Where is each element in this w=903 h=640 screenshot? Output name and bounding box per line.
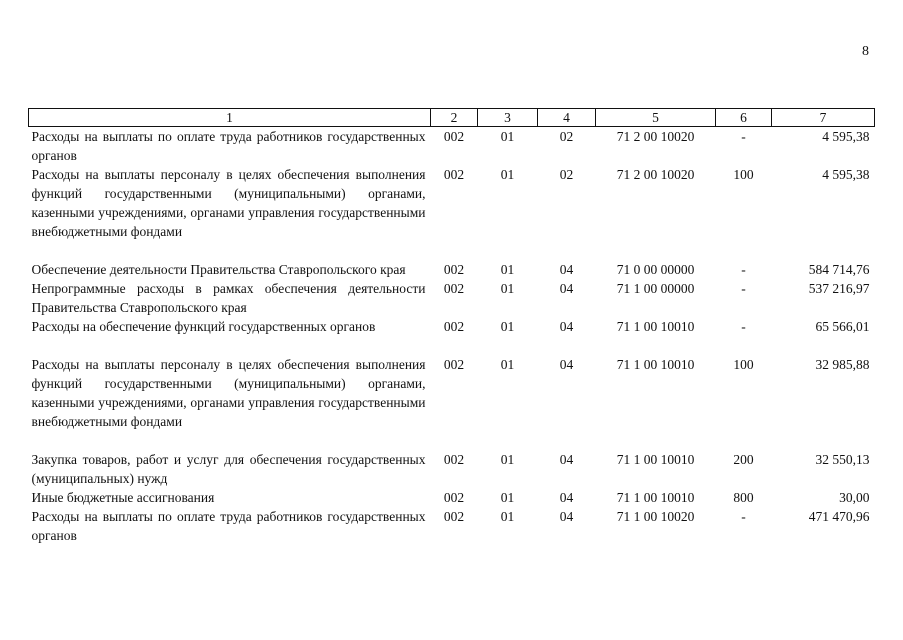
row-pr: 04	[559, 262, 574, 277]
row-rz: 01	[500, 129, 515, 144]
table-row	[29, 317, 875, 355]
header-col-1: 1	[29, 109, 431, 127]
row-rz: 01	[500, 262, 515, 277]
table-row	[29, 165, 875, 260]
row-name: Непрограммные расходы в рамках обеспечения деятельности Правительства Ставропольского края	[31, 281, 426, 315]
row-ved: 002	[443, 452, 465, 467]
row-ved: 002	[443, 357, 465, 372]
row-amount: 65 566,01	[815, 319, 870, 334]
table-row	[29, 260, 875, 279]
row-vr: -	[741, 509, 746, 524]
row-pr: 02	[559, 167, 574, 182]
row-rz: 01	[500, 490, 515, 505]
row-vr: 200	[733, 452, 754, 467]
row-csr: 71 2 00 10020	[616, 129, 695, 144]
row-vr: -	[741, 262, 746, 277]
header-col-2: 2	[431, 109, 478, 127]
row-pr: 04	[559, 319, 574, 334]
row-vr: -	[741, 281, 746, 296]
row-csr: 71 1 00 10020	[616, 509, 695, 524]
budget-table	[28, 108, 875, 545]
row-name: Расходы на выплаты персоналу в целях обеспечения выполнения функций государственными (муниципальными) органами, казенными учреждениями, органами управления государственными внебюджетными фондами	[31, 167, 426, 239]
row-csr: 71 2 00 10020	[616, 167, 695, 182]
row-ved: 002	[443, 509, 465, 524]
row-name: Расходы на выплаты персоналу в целях обеспечения выполнения функций государственными (муниципальными) органами, казенными учреждениями, органами управления государственными внебюджетными фондами	[31, 357, 426, 429]
header-col-4: 4	[538, 109, 596, 127]
row-vr: 100	[733, 357, 754, 372]
row-name: Иные бюджетные ассигнования	[31, 490, 215, 505]
row-vr: 800	[733, 490, 754, 505]
row-pr: 04	[559, 490, 574, 505]
row-rz: 01	[500, 167, 515, 182]
table-row	[29, 127, 875, 166]
row-csr: 71 0 00 00000	[616, 262, 695, 277]
table-row	[29, 507, 875, 545]
row-amount: 4 595,38	[822, 167, 870, 182]
row-vr: 100	[733, 167, 754, 182]
row-pr: 02	[559, 129, 574, 144]
page-number: 8	[862, 44, 869, 59]
row-rz: 01	[500, 281, 515, 296]
row-ved: 002	[443, 281, 465, 296]
row-ved: 002	[443, 319, 465, 334]
row-rz: 01	[500, 452, 515, 467]
row-name: Закупка товаров, работ и услуг для обеспечения государственных (муниципальных) нужд	[31, 452, 426, 486]
row-csr: 71 1 00 00000	[616, 281, 695, 296]
row-name: Расходы на выплаты по оплате труда работников государственных органов	[31, 509, 426, 543]
header-col-6: 6	[716, 109, 772, 127]
row-rz: 01	[500, 319, 515, 334]
row-pr: 04	[559, 509, 574, 524]
header-col-7: 7	[772, 109, 875, 127]
row-pr: 04	[559, 452, 574, 467]
row-ved: 002	[443, 129, 465, 144]
row-amount: 4 595,38	[822, 129, 870, 144]
row-ved: 002	[443, 262, 465, 277]
row-csr: 71 1 00 10010	[616, 357, 695, 372]
row-csr: 71 1 00 10010	[616, 490, 695, 505]
row-pr: 04	[559, 281, 574, 296]
table-row	[29, 488, 875, 507]
table-row	[29, 355, 875, 450]
row-amount: 584 714,76	[808, 262, 870, 277]
header-col-5: 5	[596, 109, 716, 127]
row-csr: 71 1 00 10010	[616, 452, 695, 467]
row-name: Расходы на обеспечение функций государственных органов	[31, 319, 376, 334]
row-ved: 002	[443, 490, 465, 505]
row-csr: 71 1 00 10010	[616, 319, 695, 334]
row-amount: 32 985,88	[815, 357, 870, 372]
row-rz: 01	[500, 509, 515, 524]
row-rz: 01	[500, 357, 515, 372]
row-pr: 04	[559, 357, 574, 372]
row-amount: 32 550,13	[815, 452, 870, 467]
table-row	[29, 279, 875, 317]
row-amount: 471 470,96	[808, 509, 870, 524]
header-col-3: 3	[478, 109, 538, 127]
row-ved: 002	[443, 167, 465, 182]
row-amount: 537 216,97	[808, 281, 870, 296]
row-name: Расходы на выплаты по оплате труда работников государственных органов	[31, 129, 426, 163]
row-amount: 30,00	[839, 490, 870, 505]
header-row	[29, 109, 875, 127]
row-name: Обеспечение деятельности Правительства Ставропольского края	[31, 262, 406, 277]
row-vr: -	[741, 129, 746, 144]
row-vr: -	[741, 319, 746, 334]
table-row	[29, 450, 875, 488]
